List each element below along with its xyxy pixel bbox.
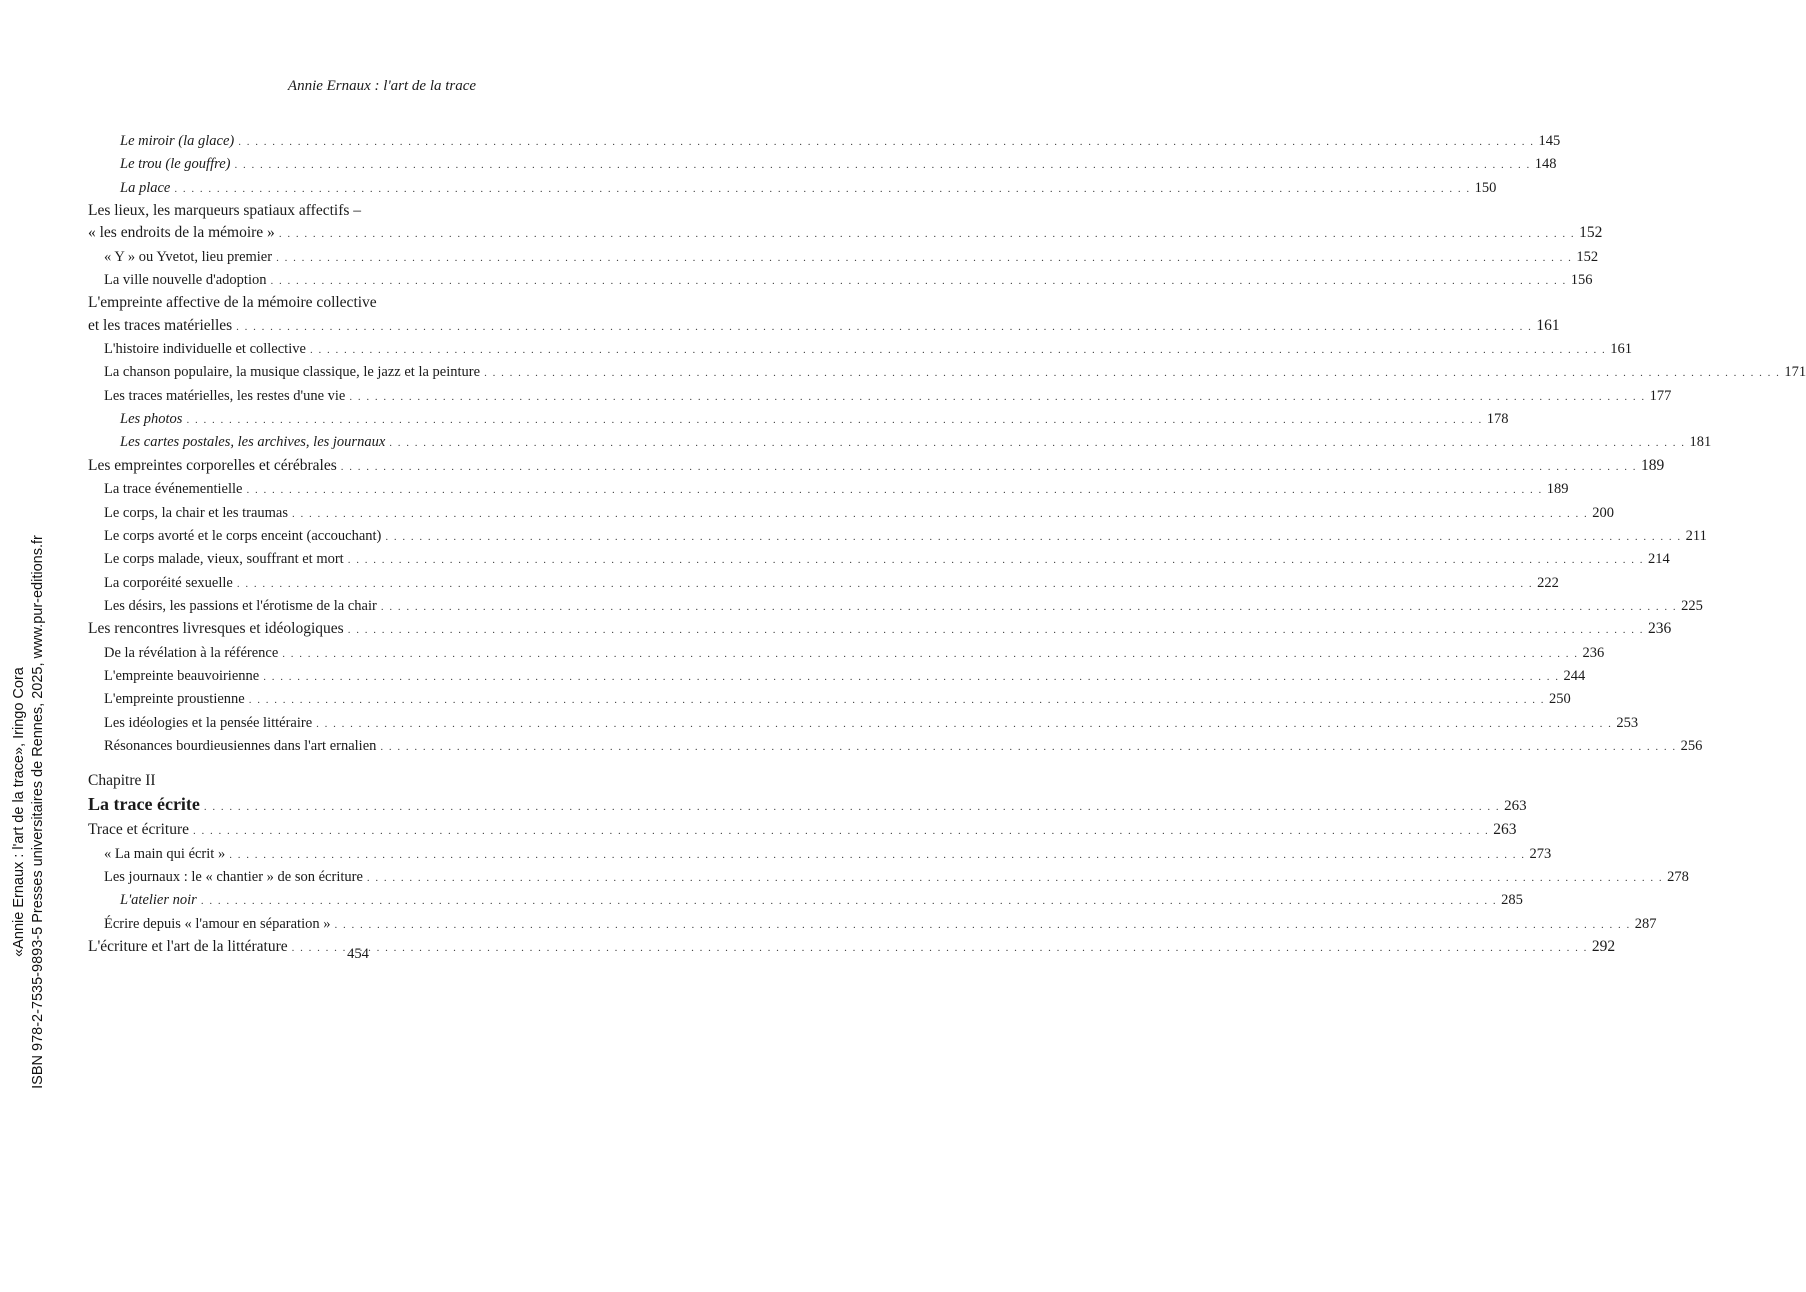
dot-leader bbox=[249, 689, 1545, 711]
toc-entry[interactable] bbox=[88, 712, 1639, 735]
toc-entry-title: « les endroits de la mémoire » bbox=[88, 224, 275, 242]
toc-entry-title: Les rencontres livresques et idéologiques bbox=[88, 620, 344, 638]
toc-entry-page: 211 bbox=[1685, 527, 1707, 544]
toc-entry[interactable] bbox=[88, 385, 1672, 408]
toc-entry-title: L'empreinte affective de la mémoire collective bbox=[88, 294, 377, 312]
toc-entry-page: 253 bbox=[1616, 714, 1639, 731]
toc-entry[interactable] bbox=[88, 618, 1672, 641]
dot-leader bbox=[385, 526, 1681, 548]
toc-section-1 bbox=[88, 130, 1806, 758]
dot-leader bbox=[349, 386, 1645, 408]
chapter-title-entry[interactable] bbox=[88, 792, 1527, 819]
toc-entry-page: 285 bbox=[1501, 892, 1523, 909]
toc-entry-page: 152 bbox=[1576, 248, 1599, 265]
dot-leader bbox=[367, 867, 1663, 889]
dot-leader bbox=[381, 596, 1677, 618]
dot-leader bbox=[234, 154, 1530, 176]
toc-entry-title: Les lieux, les marqueurs spatiaux affectifs – bbox=[88, 202, 362, 220]
toc-entry-page: 178 bbox=[1486, 411, 1509, 428]
toc-entry-page: 222 bbox=[1537, 574, 1559, 591]
toc-entry-title: L'atelier noir bbox=[120, 892, 197, 909]
dot-leader bbox=[237, 573, 1533, 595]
dot-leader bbox=[484, 362, 1780, 384]
toc-entry[interactable] bbox=[88, 502, 1614, 525]
toc-entry[interactable] bbox=[88, 665, 1586, 688]
toc-entry-page: 214 bbox=[1647, 551, 1670, 568]
toc-entry-page: 225 bbox=[1681, 597, 1703, 614]
toc-entry[interactable] bbox=[88, 866, 1689, 889]
toc-entry[interactable] bbox=[88, 688, 1571, 711]
toc-entry-title: Trace et écriture bbox=[88, 821, 189, 839]
toc-entry-page: 273 bbox=[1529, 845, 1552, 862]
table-of-contents bbox=[88, 130, 1806, 959]
dot-leader bbox=[348, 549, 1644, 571]
toc-entry-page: 263 bbox=[1493, 821, 1517, 839]
toc-entry-title: Le corps, la chair et les traumas bbox=[104, 504, 288, 521]
toc-entry[interactable] bbox=[88, 431, 1712, 454]
toc-entry[interactable] bbox=[88, 455, 1665, 478]
toc-entry-page: 148 bbox=[1534, 156, 1557, 173]
dot-leader bbox=[270, 270, 1566, 292]
toc-entry-title: La chanson populaire, la musique classique, le jazz et la peinture bbox=[104, 364, 481, 381]
dot-leader bbox=[380, 736, 1676, 758]
toc-entry-title: L'écriture et l'art de la littérature bbox=[88, 938, 288, 955]
toc-entry-page: 150 bbox=[1474, 179, 1497, 196]
toc-entry[interactable] bbox=[88, 153, 1557, 176]
toc-entry-title: L'empreinte beauvoirienne bbox=[104, 667, 260, 684]
toc-entry-page: 177 bbox=[1649, 387, 1672, 404]
dot-leader bbox=[334, 914, 1630, 936]
dot-leader bbox=[282, 643, 1578, 665]
toc-entry-page: 189 bbox=[1546, 481, 1569, 498]
toc-entry-page: 244 bbox=[1563, 667, 1586, 684]
toc-entry[interactable] bbox=[88, 913, 1657, 936]
toc-entry-page: 189 bbox=[1640, 456, 1665, 474]
toc-entry[interactable] bbox=[88, 315, 1560, 338]
toc-entry-title: La place bbox=[120, 179, 171, 196]
toc-entry-title: Le corps malade, vieux, souffrant et mort bbox=[104, 551, 344, 568]
toc-entry-title: La corporéité sexuelle bbox=[104, 574, 233, 591]
toc-entry-title: La ville nouvelle d'adoption bbox=[104, 272, 267, 289]
page-number bbox=[0, 946, 700, 963]
toc-entry-title: Les empreintes corporelles et cérébrales bbox=[88, 456, 337, 474]
dot-leader bbox=[316, 713, 1612, 735]
toc-entry-title: L'empreinte proustienne bbox=[104, 691, 245, 708]
toc-entry-page: 236 bbox=[1647, 620, 1672, 638]
toc-entry-title: Les idéologies et la pensée littéraire bbox=[104, 714, 313, 731]
toc-entry-title: La trace événementielle bbox=[104, 481, 243, 498]
dot-leader bbox=[201, 890, 1497, 912]
toc-entry-page: 145 bbox=[1538, 133, 1561, 149]
toc-entry-page: 287 bbox=[1634, 915, 1657, 932]
toc-entry[interactable] bbox=[88, 478, 1569, 501]
toc-entry-title: Les désirs, les passions et l'érotisme de la chair bbox=[104, 597, 377, 614]
dot-leader bbox=[238, 131, 1534, 153]
dot-leader bbox=[246, 479, 1542, 501]
running-title: Annie Ernaux : l'art de la trace bbox=[287, 78, 477, 94]
toc-entry[interactable] bbox=[88, 361, 1806, 384]
toc-entry-title: De la révélation à la référence bbox=[104, 644, 279, 661]
toc-entry[interactable] bbox=[88, 338, 1632, 361]
dot-leader bbox=[193, 820, 1489, 842]
dot-leader bbox=[389, 432, 1685, 454]
page-number-text: 454 bbox=[347, 946, 369, 962]
toc-entry[interactable] bbox=[88, 843, 1552, 866]
toc-entry-page: 152 bbox=[1579, 224, 1603, 242]
dot-leader bbox=[204, 795, 1500, 819]
toc-entry-title: Le miroir (la glace) bbox=[120, 133, 235, 149]
dot-leader bbox=[348, 619, 1644, 641]
toc-entry[interactable] bbox=[88, 819, 1517, 842]
dot-leader bbox=[341, 456, 1637, 478]
side-notice-line-1: «Annie Ernaux : l'art de la trace», Iringo Cora bbox=[11, 667, 27, 957]
toc-entry-page: 250 bbox=[1548, 691, 1571, 708]
toc-entry-title: L'histoire individuelle et collective bbox=[104, 341, 306, 358]
chapter-title: La trace écrite bbox=[88, 794, 200, 815]
dot-leader bbox=[263, 666, 1559, 688]
toc-entry[interactable] bbox=[88, 572, 1559, 595]
toc-entry-page: 161 bbox=[1610, 341, 1632, 358]
toc-entry[interactable] bbox=[88, 889, 1523, 912]
toc-entry-title: Le trou (le gouffre) bbox=[120, 156, 231, 173]
toc-entry[interactable] bbox=[88, 408, 1509, 431]
toc-entry[interactable] bbox=[88, 222, 1603, 245]
toc-entry-page: 256 bbox=[1680, 737, 1703, 754]
toc-entry-page: 161 bbox=[1536, 316, 1560, 334]
toc-entry[interactable] bbox=[88, 269, 1593, 292]
toc-entry[interactable] bbox=[88, 595, 1703, 618]
toc-entry-page: 156 bbox=[1570, 272, 1593, 289]
dot-leader bbox=[229, 844, 1525, 866]
toc-entry-title: Les cartes postales, les archives, les journaux bbox=[120, 434, 386, 451]
dot-leader bbox=[279, 223, 1575, 245]
dot-leader bbox=[174, 178, 1470, 200]
toc-entry[interactable] bbox=[88, 735, 1703, 758]
toc-entry[interactable] bbox=[88, 642, 1605, 665]
toc-entry-title: Résonances bourdieusiennes dans l'art ernalien bbox=[104, 737, 377, 754]
toc-entry-page: 181 bbox=[1689, 434, 1712, 451]
toc-entry[interactable] bbox=[88, 246, 1599, 269]
toc-entry-title: Le corps avorté et le corps enceint (accouchant) bbox=[104, 527, 382, 544]
toc-entry-page: 278 bbox=[1667, 868, 1689, 885]
running-header bbox=[0, 78, 700, 95]
toc-entry-page: 200 bbox=[1592, 504, 1614, 521]
side-copyright-notice bbox=[10, 332, 70, 1292]
dot-leader bbox=[310, 339, 1606, 361]
toc-entry-title: Les traces matérielles, les restes d'une vie bbox=[104, 387, 346, 404]
dot-leader bbox=[186, 409, 1482, 431]
toc-entry-title: Les journaux : le « chantier » de son écriture bbox=[104, 868, 363, 885]
toc-entry-title: Les photos bbox=[120, 411, 183, 428]
dot-leader bbox=[236, 316, 1532, 338]
dot-leader bbox=[292, 503, 1588, 525]
toc-entry[interactable] bbox=[88, 292, 593, 314]
toc-entry-page: 292 bbox=[1591, 938, 1616, 955]
side-notice-line-2: ISBN 978-2-7535-9893-5 Presses universitaires de Rennes, 2025, www.pur-editions.fr bbox=[30, 535, 46, 1089]
toc-entry[interactable] bbox=[88, 200, 593, 222]
toc-section-2 bbox=[88, 819, 1689, 959]
toc-entry-title: « La main qui écrit » bbox=[104, 845, 226, 862]
toc-entry-page: 236 bbox=[1582, 644, 1605, 661]
toc-entry-title: « Y » ou Yvetot, lieu premier bbox=[104, 248, 273, 265]
toc-entry[interactable] bbox=[88, 525, 1707, 548]
dot-leader bbox=[276, 247, 1572, 269]
toc-entry-page: 171 bbox=[1784, 364, 1806, 381]
toc-entry-title: et les traces matérielles bbox=[88, 316, 233, 334]
toc-entry[interactable] bbox=[88, 177, 1497, 200]
toc-entry-title: Écrire depuis « l'amour en séparation » bbox=[104, 915, 331, 932]
chapter-page: 263 bbox=[1504, 798, 1527, 815]
chapter-label: Chapitre II bbox=[88, 772, 156, 790]
toc-entry[interactable] bbox=[88, 130, 1561, 153]
toc-entry[interactable] bbox=[88, 548, 1670, 571]
